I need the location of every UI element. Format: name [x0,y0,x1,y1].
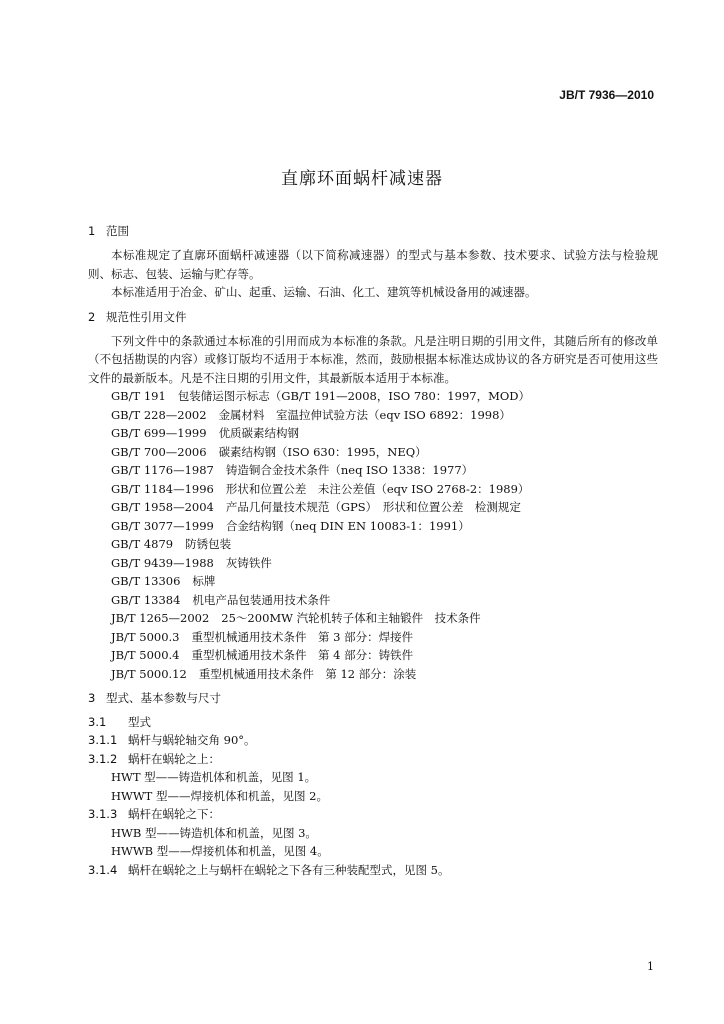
type-definition: HWT 型——铸造机体和机盖，见图 1。 [111,770,317,784]
reference-title: 机电产品包装通用技术条件 [192,592,331,607]
reference-title: 合金结构钢（neq DIN EN 10083-1：1991） [225,518,470,533]
clause-text: 蜗杆与蜗轮轴交角 90°。 [128,733,256,747]
type-definition: HWWB 型——焊接机体和机盖，见图 4。 [111,844,329,858]
reference-title: 优质碳素结构钢 [218,426,300,440]
reference-code: GB/T 13384 [111,592,181,607]
reference-title: 重型机械通用技术条件 第 4 部分：铸铁件 [191,648,414,662]
reference-item [88,480,658,499]
reference-item [88,535,658,554]
clause-number: 3.1.1 [88,733,118,747]
scope-paragraph: 本标准规定了直廓环面蜗杆减速器（以下简称减速器）的型式与基本参数、技术要求、试验方法与检验规则、标志、包装、运输与贮存等。 [88,248,658,281]
reference-code: GB/T 699—1999 [111,426,207,440]
reference-item [88,387,658,406]
section-title: 型式、基本参数与尺寸 [106,691,221,705]
clause-number: 3.1.2 [88,751,118,766]
reference-title: 包装储运图示标志（GB/T 191—2008，ISO 780：1997，MOD） [177,389,530,403]
type-definition: HWB 型——铸造机体和机盖，见图 3。 [111,825,317,840]
section-1-heading [88,222,658,240]
reference-title: 产品几何量技术规范（GPS） 形状和位置公差 检测规定 [225,500,521,514]
clause-text: 蜗杆在蜗轮之上与蜗杆在蜗轮之下各有三种装配型式，见图 5。 [128,862,450,877]
section-number: 2 [88,309,96,324]
reference-item [88,646,658,665]
reference-title: 标牌 [192,574,216,588]
section-number: 1 [88,224,96,238]
reference-item [88,572,658,591]
reference-code: GB/T 191 [111,389,166,403]
clause-number: 3.1.4 [88,862,118,877]
subsection-number: 3.1 [88,715,107,729]
reference-item [88,517,658,536]
reference-code: GB/T 9439—1988 [111,555,214,570]
reference-title: 25～200MW 汽轮机转子体和主轴锻件 技术条件 [221,611,481,625]
document-body [88,222,658,879]
reference-item [88,406,658,425]
reference-code: JB/T 5000.4 [111,648,180,662]
reference-item [88,591,658,610]
reference-item [88,443,658,462]
reference-title: 重型机械通用技术条件 第 12 部分：涂装 [198,666,417,681]
section-title: 规范性引用文件 [106,309,187,324]
clause-item [88,805,658,824]
subsection-3-1-heading [88,713,658,731]
reference-code: GB/T 4879 [111,537,174,551]
reference-code: JB/T 5000.12 [111,666,187,681]
reference-item [88,461,658,480]
reference-item [88,424,658,443]
clause-item [88,750,658,769]
reference-title: 防锈包装 [185,537,232,551]
reference-code: JB/T 5000.3 [111,629,180,644]
references-intro: 下列文件中的条款通过本标准的引用而成为本标准的条款。凡是注明日期的引用文件，其随后所有的修改单（不包括勘误的内容）或修订版均不适用于本标准，然而，鼓励根据本标准达成协议的各方研究是否可使用这些文件的最新版本。凡是不注日期的引用文件，其最新版本适用于本标准。 [88,333,658,385]
reference-code: GB/T 1958—2004 [111,500,214,514]
reference-item [88,498,658,517]
clause-text: 蜗杆在蜗轮之下： [128,807,220,821]
clause-item [88,731,658,750]
reference-title: 灰铸铁件 [225,555,272,570]
clause-list [88,731,658,879]
reference-title: 形状和位置公差 未注公差值（eqv ISO 2768-2：1989） [225,481,530,496]
clause-number: 3.1.3 [88,807,118,821]
section-2-heading [88,308,658,326]
page-number: 1 [647,960,654,973]
reference-item [88,665,658,684]
document-title: 直廓环面蜗杆减速器 [281,169,443,189]
reference-item [88,554,658,573]
type-definition: HWWT 型——焊接机体和机盖，见图 2。 [111,788,328,803]
clause-text: 蜗杆在蜗轮之上： [128,751,220,766]
clause-item [88,861,658,880]
reference-item [88,609,658,628]
reference-item [88,628,658,647]
standard-code: JB/T 7936—2010 [559,88,654,102]
reference-code: GB/T 13306 [111,574,181,588]
reference-title: 铸造铜合金技术条件（neq ISO 1338：1977） [225,463,474,477]
reference-code: JB/T 1265—2002 [111,611,210,625]
reference-code: GB/T 1176—1987 [111,463,214,477]
reference-code: GB/T 1184—1996 [111,481,214,496]
reference-title: 重型机械通用技术条件 第 3 部分：焊接件 [191,629,414,644]
reference-title: 金属材料 室温拉伸试验方法（eqv ISO 6892：1998） [218,407,511,422]
reference-list [88,387,658,683]
scope-paragraph: 本标准适用于冶金、矿山、起重、运输、石油、化工、建筑等机械设备用的减速器。 [111,285,537,299]
section-title: 范围 [106,224,129,238]
section-3-heading [88,689,658,707]
reference-code: GB/T 228—2002 [111,407,207,422]
section-number: 3 [88,691,96,705]
reference-title: 碳素结构钢（ISO 630：1995，NEQ） [218,444,427,459]
reference-code: GB/T 3077—1999 [111,518,214,533]
subsection-title: 型式 [128,715,151,729]
reference-code: GB/T 700—2006 [111,444,207,459]
